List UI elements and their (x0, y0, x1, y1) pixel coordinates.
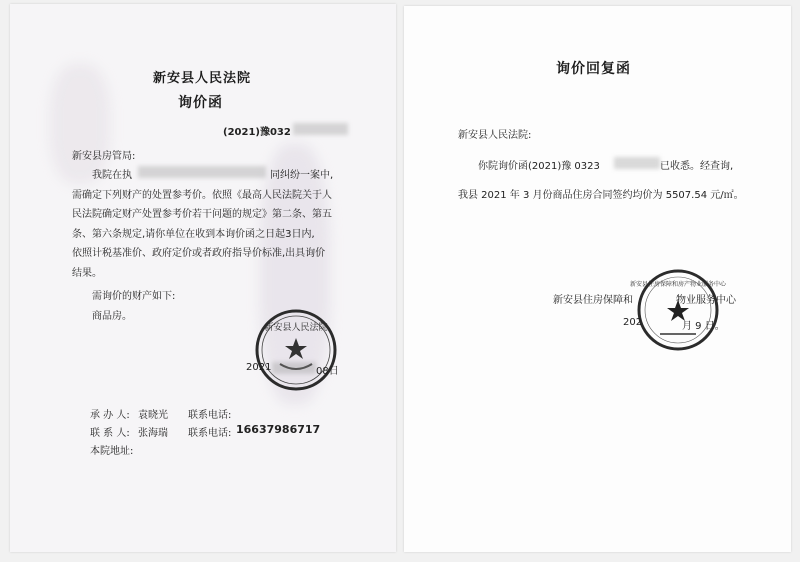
address-label: 本院地址: (90, 446, 134, 457)
reply-line-1-end: 已收悉。经查询, (660, 161, 734, 172)
body-line: 需确定下列财产的处置参考价。依照《最高人民法院关于人 (72, 190, 332, 201)
body-line: 民法院确定财产处置参考价若干问题的规定》第二条、第五 (72, 209, 332, 220)
handler-label: 承 办 人: (90, 410, 130, 421)
inquiry-reply-letter-page (404, 6, 791, 552)
emblem-star-icon (285, 338, 307, 359)
body-line: 条、第六条规定,请你单位在收到本询价函之日起3日内, (72, 229, 315, 240)
redaction-blur (138, 166, 266, 178)
property-label: 需询价的财产如下: (92, 291, 176, 302)
org-name: 新安县住房保障和 (553, 295, 633, 306)
property-item: 商品房。 (92, 311, 132, 322)
body-line: 依照计税基准价、政府定价或者政府指导价标准,出具询价 (72, 248, 326, 259)
reply-date-end: 月 9 日。 (682, 321, 725, 332)
reply-line-2: 我县 2021 年 3 月份商品住房合同签约均价为 5507.54 元/㎡。 (458, 190, 744, 201)
case-number: (2021)豫032 (223, 127, 291, 138)
body-line: 我院在执 (92, 170, 132, 181)
redaction-blur (272, 362, 316, 374)
date-day: 08日 (316, 366, 339, 377)
reply-title: 询价回复函 (556, 61, 631, 77)
reply-date-start: 202 (623, 317, 643, 328)
date-year: 2021 (246, 362, 272, 373)
court-name: 新安县人民法院 (153, 71, 252, 86)
phone-number: 16637986717 (236, 423, 321, 436)
seal-text: 新安县人民法院 (264, 323, 328, 333)
reply-addressee: 新安县人民法院: (458, 130, 532, 141)
contact-name: 张海瑞 (138, 428, 168, 439)
court-seal (254, 308, 338, 392)
redaction-blur (614, 157, 660, 169)
body-line: 同纠纷一案中, (270, 170, 334, 181)
body-line: 结果。 (72, 268, 102, 279)
handler-name: 袁晓光 (138, 410, 168, 421)
seal-text: 新安县住房保障和房产物业服务中心 (629, 281, 727, 288)
doc-title: 询价函 (178, 95, 223, 111)
phone-label: 联系电话: (188, 428, 232, 439)
redaction-blur (293, 123, 348, 135)
court-inquiry-letter-page (10, 4, 396, 552)
contact-label: 联 系 人: (90, 428, 130, 439)
org-name-end: 物业服务中心 (676, 295, 736, 306)
addressee: 新安县房管局: (72, 151, 136, 162)
phone-label: 联系电话: (188, 410, 232, 421)
reply-line-1: 你院询价函(2021)豫 0323 (478, 161, 600, 172)
